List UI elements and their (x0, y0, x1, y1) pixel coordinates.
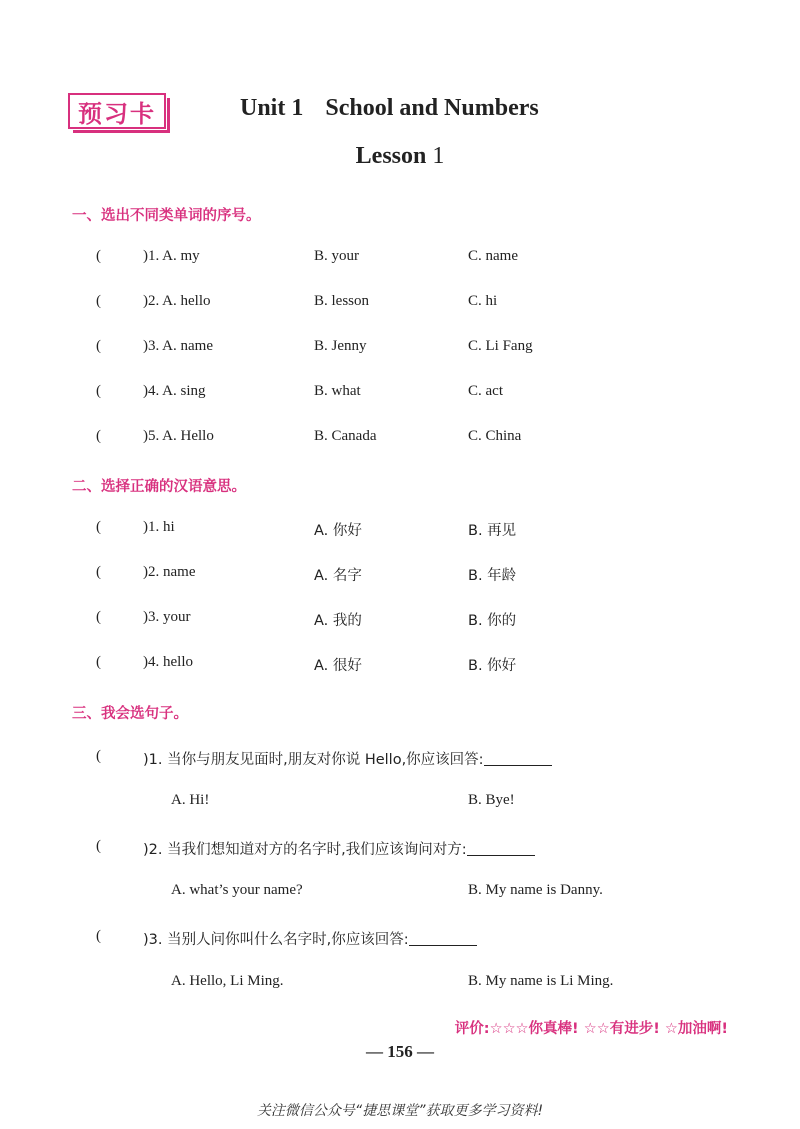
preview-card-badge: 预习卡 (68, 93, 166, 129)
s1-question-5: ( )5. A. Hello B. Canada C. China (96, 428, 522, 444)
answer-blank (467, 839, 535, 856)
s1-question-3: ( )3. A. name B. Jenny C. Li Fang (96, 338, 533, 354)
s1-question-1: ( )1. A. my B. your C. name (96, 248, 518, 264)
s1-question-4: ( )4. A. sing B. what C. act (96, 383, 503, 399)
s3-question-2: ( )2. 当我们想知道对方的名字时,我们应该询问对方: (0, 838, 800, 860)
section1-title: 一、选出不同类单词的序号。 (72, 208, 261, 224)
answer-blank (484, 749, 552, 766)
s3-options-2: A. what’s your name? B. My name is Danny. (171, 882, 603, 898)
s3-question-1: ( )1. 当你与朋友见面时,朋友对你说 Hello,你应该回答: (0, 748, 800, 770)
s3-options-3: A. Hello, Li Ming. B. My name is Li Ming. (171, 973, 614, 989)
answer-blank (409, 929, 477, 946)
s2-question-4: ( )4. hello A. 很好 B. 你好 (96, 654, 517, 674)
s3-options-1: A. Hi! B. Bye! (171, 792, 515, 808)
section3-title: 三、我会选句子。 (72, 706, 188, 722)
page-number: — 156 — (366, 1042, 434, 1061)
lesson-title: Lesson 1 (355, 143, 445, 169)
s2-question-2: ( )2. name A. 名字 B. 年龄 (96, 564, 517, 584)
self-rating: 评价:☆☆☆你真棒! ☆☆有进步! ☆加油啊! (454, 1021, 728, 1037)
s1-question-2: ( )2. A. hello B. lesson C. hi (96, 293, 498, 309)
s2-question-1: ( )1. hi A. 你好 B. 再见 (96, 519, 517, 539)
unit-title: Unit 1 School and Numbers (240, 95, 539, 121)
s2-question-3: ( )3. your A. 我的 B. 你的 (96, 609, 517, 629)
footer-note: 关注微信公众号“捷思课堂”获取更多学习资料! (256, 1103, 544, 1119)
section2-title: 二、选择正确的汉语意思。 (72, 479, 246, 495)
s3-question-3: ( )3. 当别人问你叫什么名字时,你应该回答: (0, 928, 800, 950)
